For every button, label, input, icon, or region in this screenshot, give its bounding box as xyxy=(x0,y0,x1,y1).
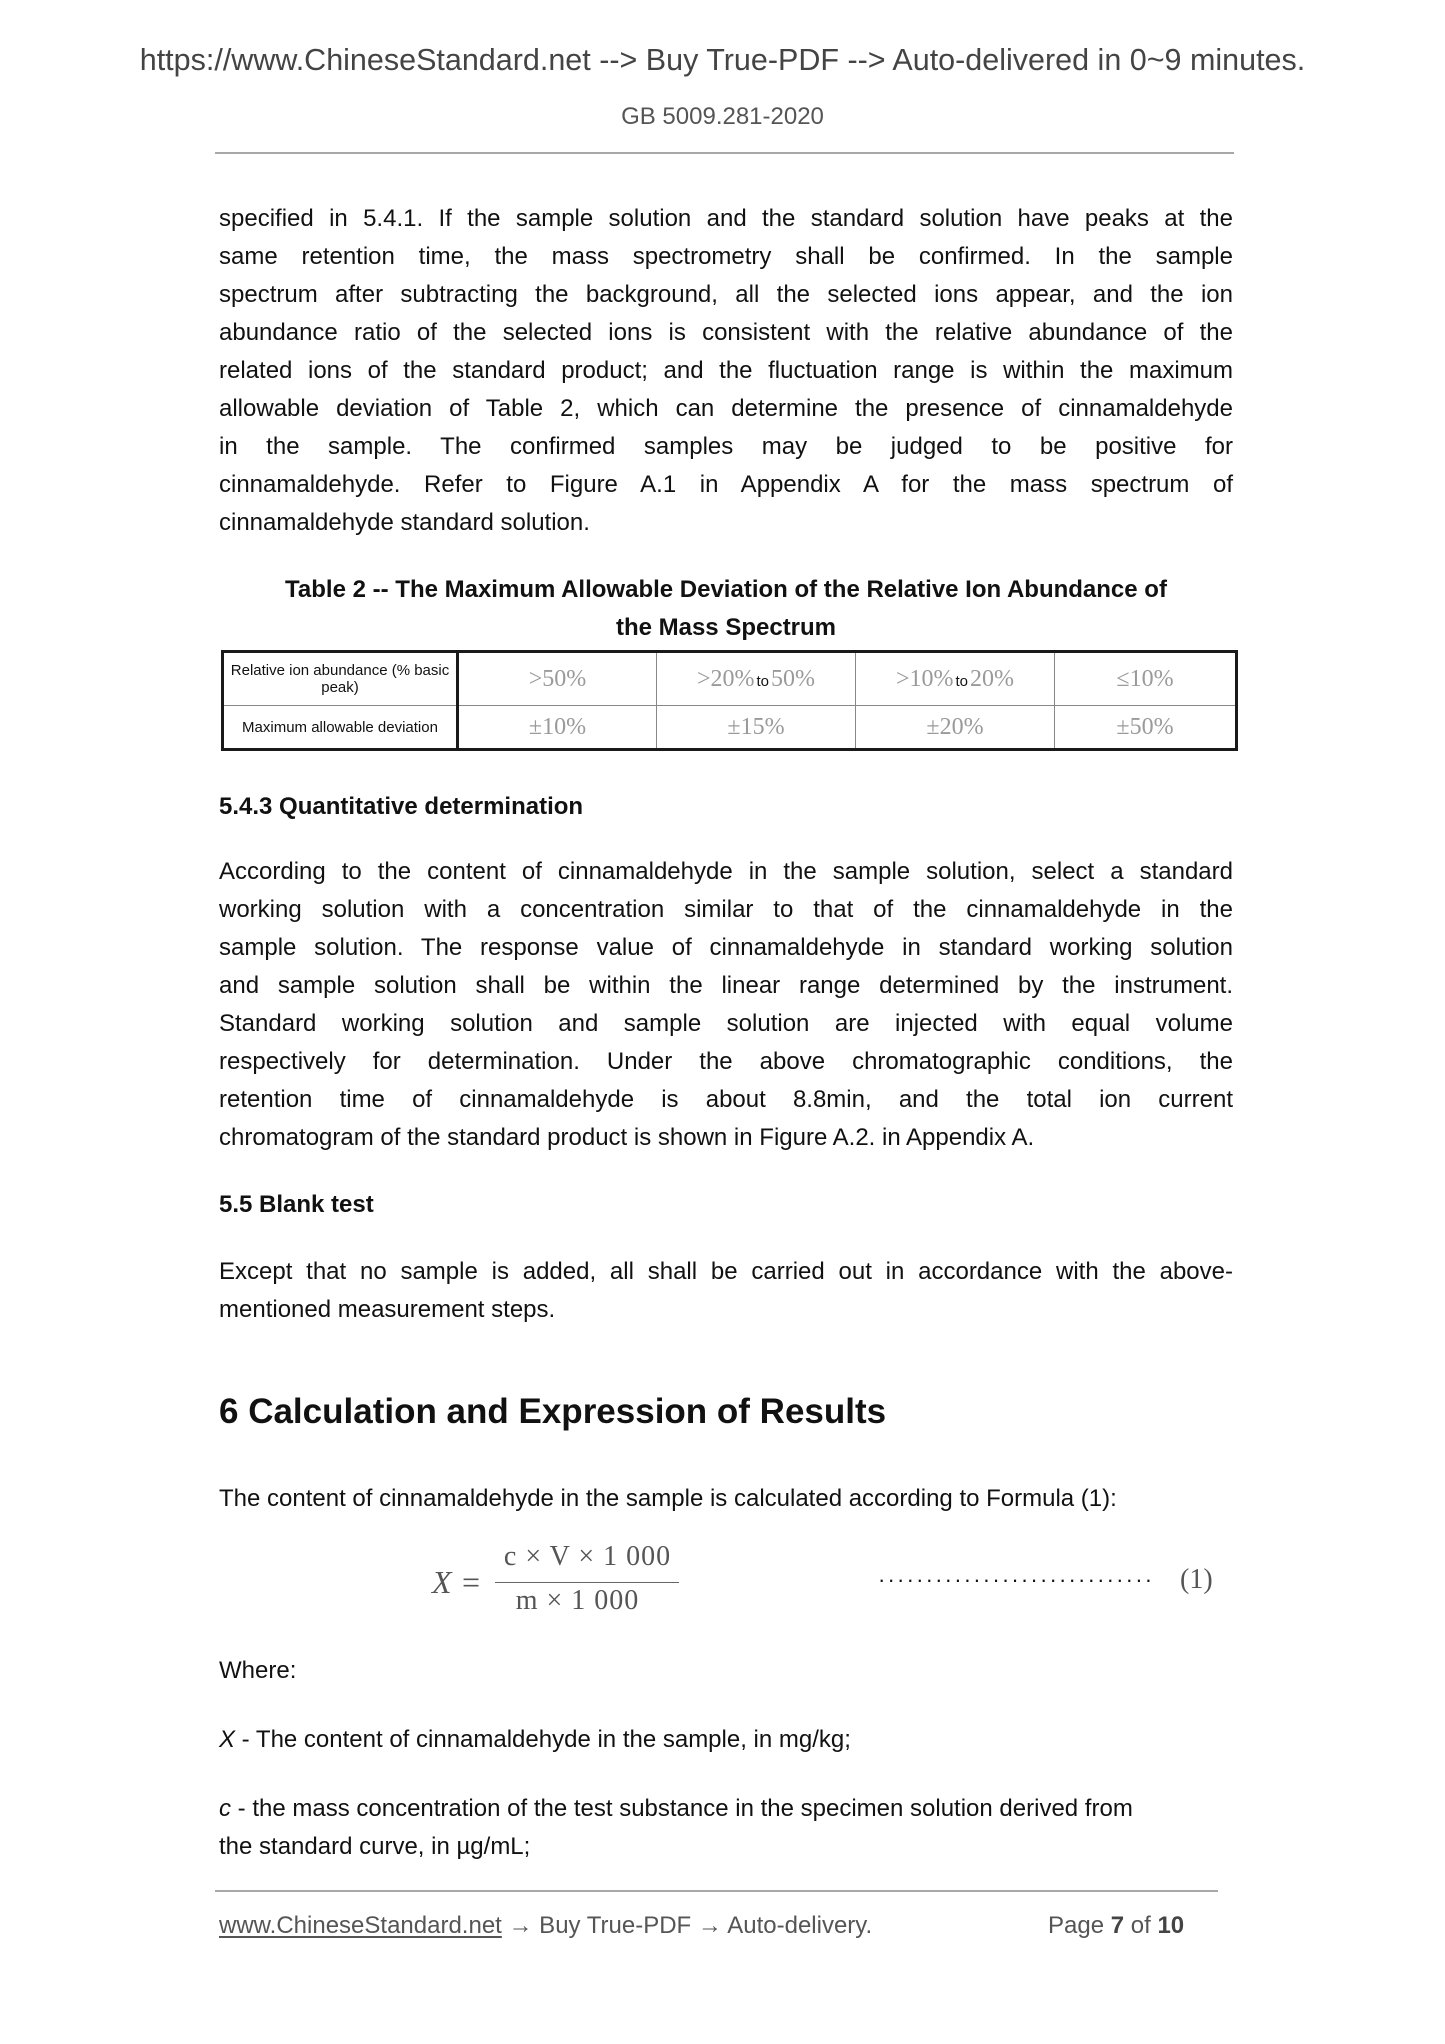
text-line: retention time of cinnamaldehyde is about 8.8min, and the total ion current xyxy=(219,1086,1233,1113)
section-heading-5-4-3: 5.4.3 Quantitative determination xyxy=(219,793,584,820)
text-line: cinnamaldehyde standard solution. xyxy=(219,509,590,536)
text-line: Standard working solution and sample solution are injected with equal volume xyxy=(219,1010,1233,1037)
page-of: of xyxy=(1130,1912,1151,1939)
paragraph-blank-test xyxy=(219,1253,1233,1329)
footer-promo-text: → Buy True-PDF → Auto-delivery. xyxy=(501,1912,873,1939)
cell-connector: to xyxy=(955,672,969,690)
text-line: same retention time, the mass spectrometry shall be confirmed. In the sample xyxy=(219,243,1233,270)
formula-intro: The content of cinnamaldehyde in the sample is calculated according to Formula (1): xyxy=(219,1485,1117,1512)
text-line: spectrum after subtracting the background, all the selected ions appear, and the ion xyxy=(219,281,1233,308)
deviation-table xyxy=(221,650,1238,751)
cell-value: ≤10% xyxy=(1116,665,1174,692)
text-line: and sample solution shall be within the linear range determined by the instrument. xyxy=(219,972,1233,999)
variable-symbol: X xyxy=(219,1726,236,1753)
text-line: Except that no sample is added, all shall be carried out in accordance with the above- xyxy=(219,1258,1233,1285)
text-line: chromatogram of the standard product is shown in Figure A.2. in Appendix A. xyxy=(219,1124,1035,1151)
table-cell: ±20% xyxy=(856,706,1055,750)
table-cell xyxy=(856,652,1055,706)
text-line: mentioned measurement steps. xyxy=(219,1296,556,1323)
variable-definition-c xyxy=(219,1790,1233,1828)
formula-number: (1) xyxy=(1180,1564,1213,1595)
text-line: abundance ratio of the selected ions is consistent with the relative abundance of the xyxy=(219,319,1233,346)
paragraph-mass-spec-confirmation xyxy=(219,200,1233,542)
fraction-bar xyxy=(495,1582,679,1583)
formula-leader-dots: ····························· xyxy=(878,1567,1155,1592)
footer-divider xyxy=(215,1890,1218,1892)
row-header: Relative ion abundance (% basic peak) xyxy=(223,652,458,706)
text-line: working solution with a concentration similar to that of the cinnamaldehyde in the xyxy=(219,896,1233,923)
row-header: Maximum allowable deviation xyxy=(223,706,458,750)
section-heading-5-5: 5.5 Blank test xyxy=(219,1191,374,1218)
cell-value: 20% xyxy=(970,665,1015,692)
table-cell xyxy=(1055,652,1237,706)
table-title-continued: the Mass Spectrum xyxy=(615,614,837,641)
table-title: Table 2 -- The Maximum Allowable Deviation of the Relative Ion Abundance of xyxy=(285,576,1167,603)
footer-site-link[interactable]: www.ChineseStandard.net xyxy=(219,1912,502,1939)
text-line: allowable deviation of Table 2, which can determine the presence of cinnamaldehyde xyxy=(219,395,1233,422)
header-divider xyxy=(215,152,1234,154)
variable-definition-x xyxy=(219,1721,1233,1759)
table-cell xyxy=(657,652,856,706)
variable-description: - The content of cinnamaldehyde in the sample, in mg/kg; xyxy=(235,1726,851,1753)
formula-numerator: c × V × 1 000 xyxy=(503,1541,672,1572)
where-label: Where: xyxy=(219,1657,297,1684)
table-cell xyxy=(458,652,657,706)
formula-denominator: m × 1 000 xyxy=(515,1585,640,1616)
cell-value: 50% xyxy=(771,665,816,692)
page-label: Page xyxy=(1048,1912,1105,1939)
text-line: in the sample. The confirmed samples may be judged to be positive for xyxy=(219,433,1233,460)
table-cell: ±15% xyxy=(657,706,856,750)
page-current: 7 xyxy=(1110,1912,1125,1939)
table-row xyxy=(223,706,1237,750)
cell-value: >20% xyxy=(696,665,755,692)
table-row xyxy=(223,652,1237,706)
document-code: GB 5009.281-2020 xyxy=(621,103,824,130)
cell-value: >50% xyxy=(528,665,587,692)
header-banner: https://www.ChineseStandard.net --> Buy True-PDF --> Auto-delivered in 0~9 minutes. xyxy=(139,43,1306,77)
text-line: specified in 5.4.1. If the sample solution and the standard solution have peaks at the xyxy=(219,205,1233,232)
section-heading-6: 6 Calculation and Expression of Results xyxy=(219,1392,887,1431)
text-line: related ions of the standard product; and the fluctuation range is within the maximum xyxy=(219,357,1233,384)
page-indicator xyxy=(1048,1908,1184,1944)
formula-lhs: X xyxy=(432,1564,452,1600)
variable-description: - the mass concentration of the test substance in the specimen solution derived from xyxy=(231,1795,1133,1822)
text-line: cinnamaldehyde. Refer to Figure A.1 in Appendix A for the mass spectrum of xyxy=(219,471,1233,498)
text-line: sample solution. The response value of cinnamaldehyde in standard working solution xyxy=(219,934,1233,961)
formula-equals: = xyxy=(462,1564,481,1600)
paragraph-quantitative-determination xyxy=(219,853,1233,1157)
table-cell: ±10% xyxy=(458,706,657,750)
cell-connector: to xyxy=(756,672,770,690)
variable-definition-c-continued: the standard curve, in µg/mL; xyxy=(219,1833,531,1860)
page-total: 10 xyxy=(1157,1912,1185,1939)
text-line: According to the content of cinnamaldehyde in the sample solution, select a standard xyxy=(219,858,1233,885)
table-cell: ±50% xyxy=(1055,706,1237,750)
variable-symbol: c xyxy=(219,1795,231,1822)
footer-promo xyxy=(219,1908,872,1944)
cell-value: >10% xyxy=(895,665,954,692)
text-line: respectively for determination. Under the above chromatographic conditions, the xyxy=(219,1048,1233,1075)
